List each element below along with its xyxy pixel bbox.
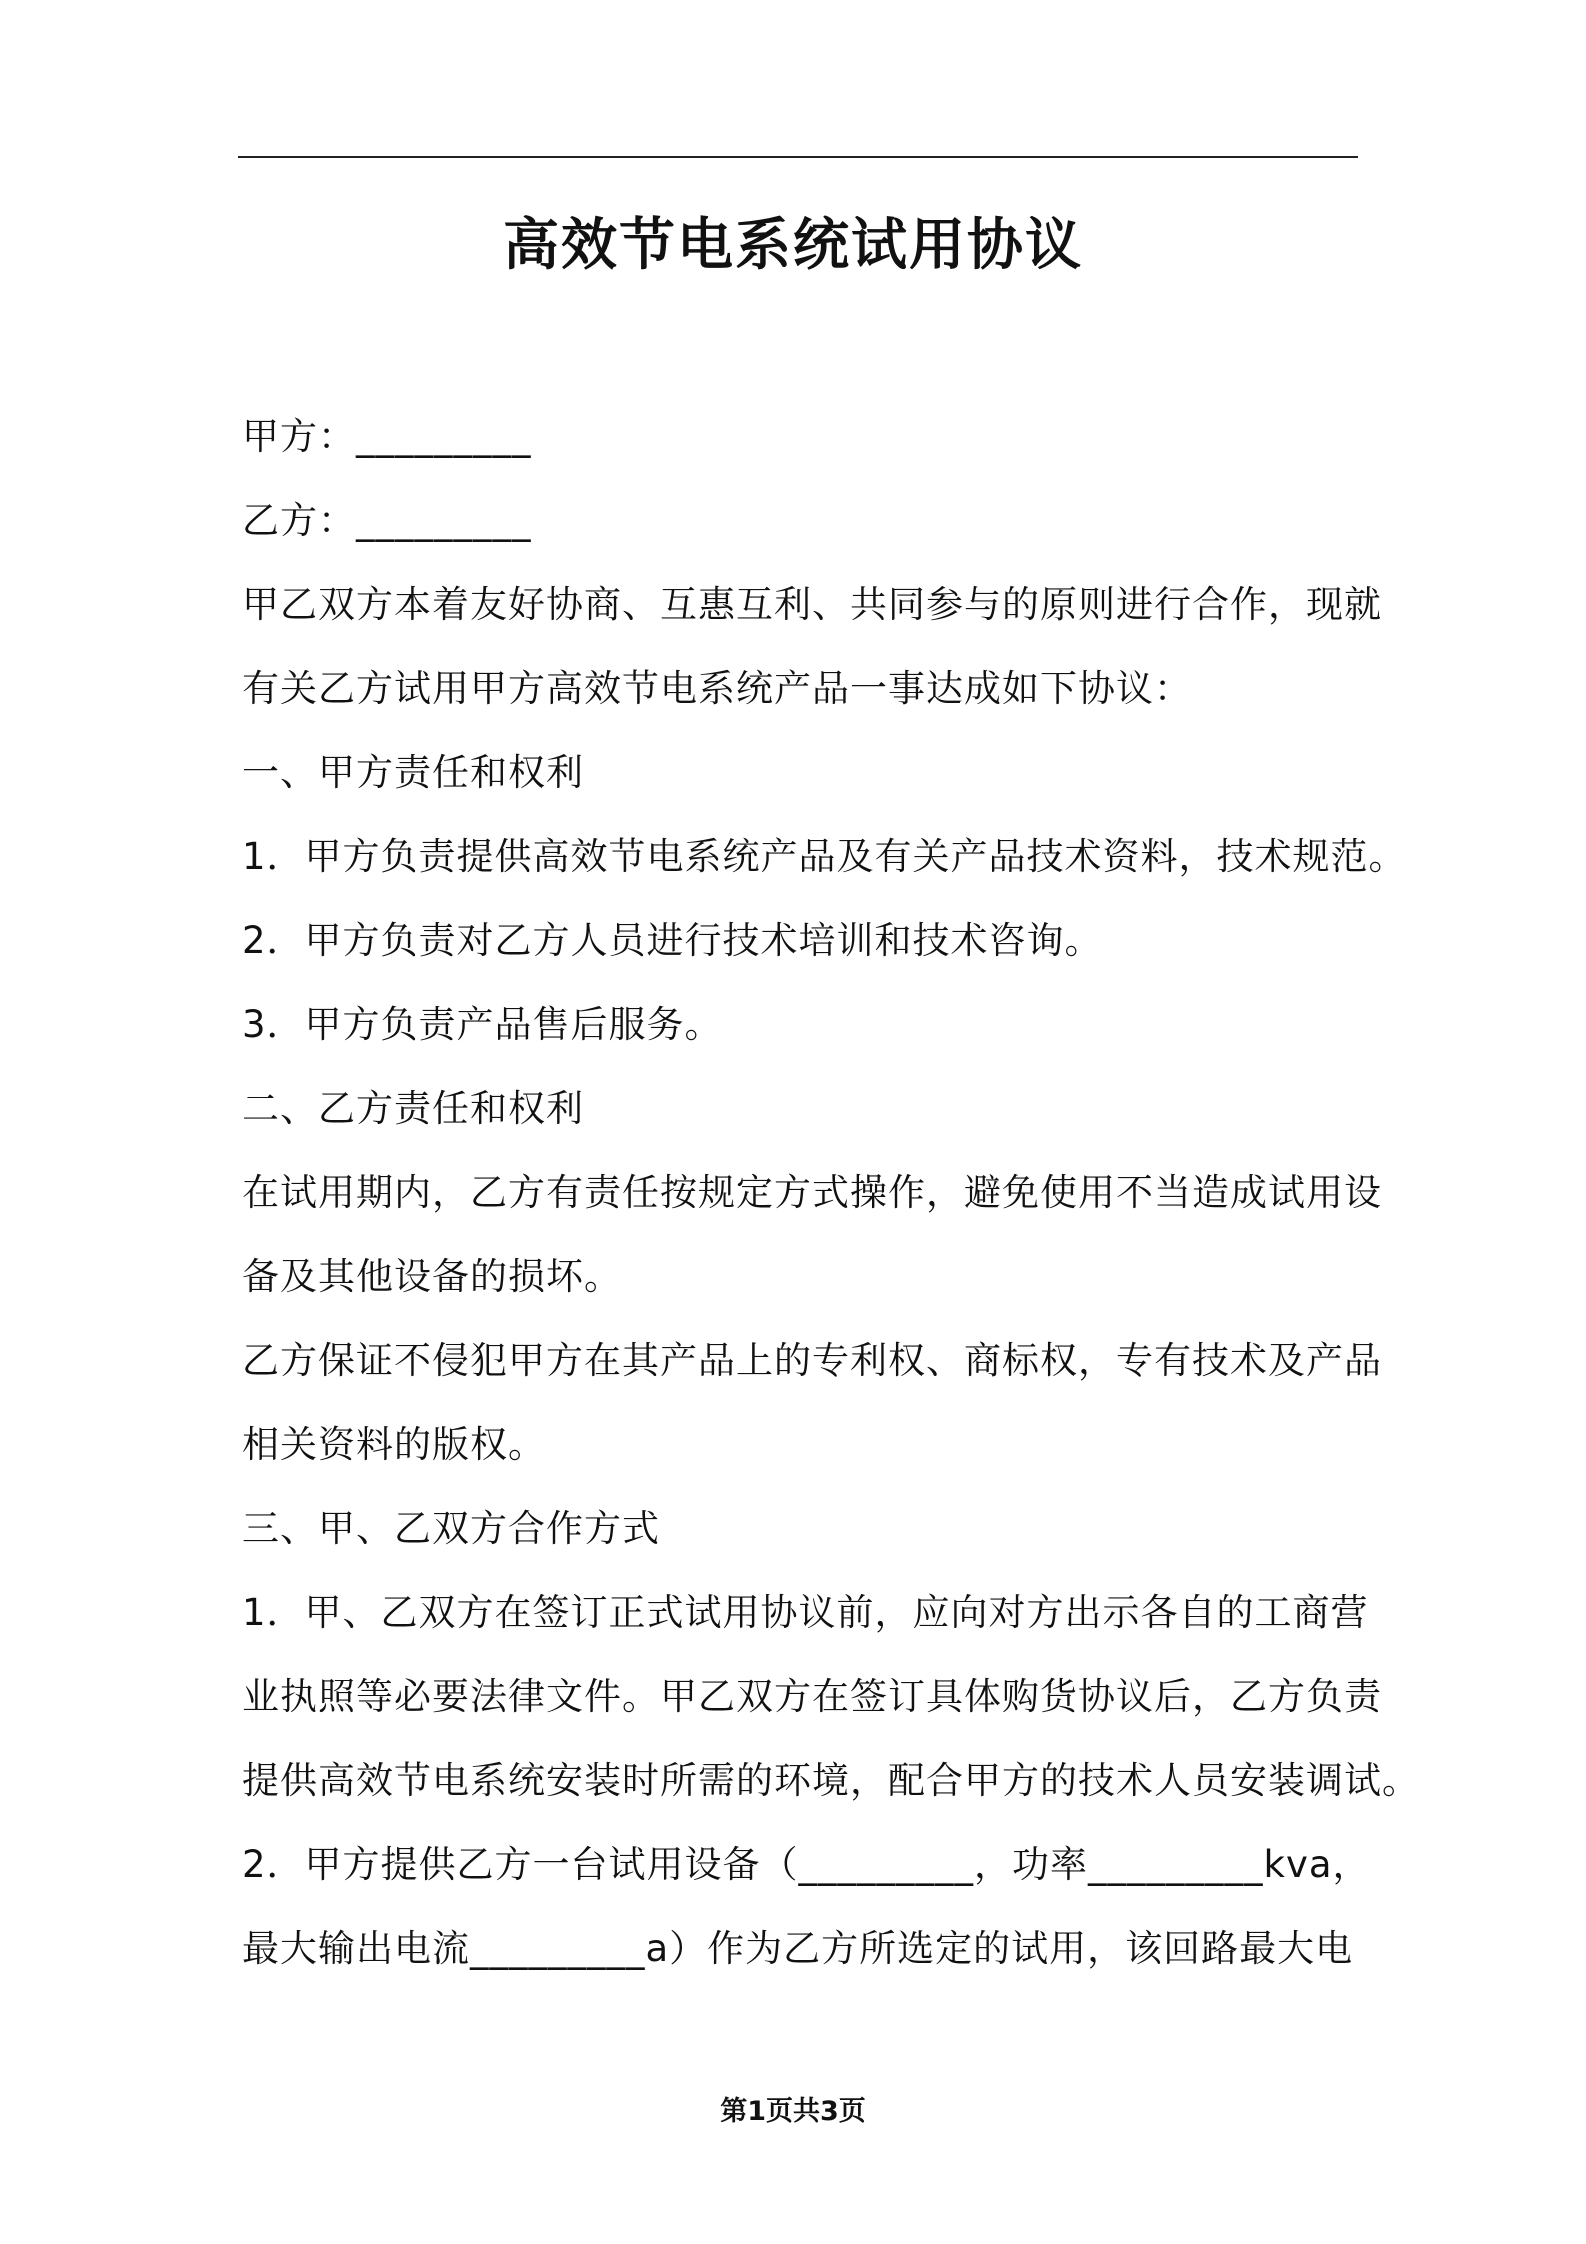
section-heading-1: 一、甲方责任和权利 (242, 751, 584, 794)
section-heading-2: 二、乙方责任和权利 (242, 1087, 584, 1130)
clause-2-1-line-2: 备及其他设备的损坏。 (242, 1255, 622, 1298)
header-rule (238, 156, 1358, 158)
page-number: 第1页共3页 (720, 2096, 866, 2127)
clause-3-2-line-1: 2．甲方提供乙方一台试用设备（_________，功率_________kva， (242, 1843, 1371, 1886)
party-b-line: 乙方：_________ (242, 499, 532, 542)
clause-2-1-line-1: 在试用期内，乙方有责任按规定方式操作，避免使用不当造成试用设 (242, 1171, 1382, 1214)
clause-2-2-line-2: 相关资料的版权。 (242, 1423, 546, 1466)
document-title: 高效节电系统试用协议 (503, 213, 1083, 278)
intro-line-2: 有关乙方试用甲方高效节电系统产品一事达成如下协议： (242, 667, 1192, 710)
party-a-line: 甲方：_________ (242, 415, 532, 458)
clause-3-2-line-2: 最大输出电流_________a）作为乙方所选定的试用，该回路最大电 (242, 1927, 1354, 1970)
clause-3-1-line-1: 1．甲、乙双方在签订正式试用协议前，应向对方出示各自的工商营 (242, 1591, 1369, 1634)
clause-1-2: 2．甲方负责对乙方人员进行技术培训和技术咨询。 (242, 919, 1103, 962)
clause-3-1-line-3: 提供高效节电系统安装时所需的环境，配合甲方的技术人员安装调试。 (242, 1759, 1420, 1802)
intro-line-1: 甲乙双方本着友好协商、互惠互利、共同参与的原则进行合作，现就 (242, 583, 1382, 626)
clause-1-1: 1．甲方负责提供高效节电系统产品及有关产品技术资料，技术规范。 (242, 835, 1407, 878)
clause-2-2-line-1: 乙方保证不侵犯甲方在其产品上的专利权、商标权，专有技术及产品 (242, 1339, 1382, 1382)
section-heading-3: 三、甲、乙双方合作方式 (242, 1507, 660, 1550)
clause-3-1-line-2: 业执照等必要法律文件。甲乙双方在签订具体购货协议后，乙方负责 (242, 1675, 1382, 1718)
clause-1-3: 3．甲方负责产品售后服务。 (242, 1003, 723, 1046)
